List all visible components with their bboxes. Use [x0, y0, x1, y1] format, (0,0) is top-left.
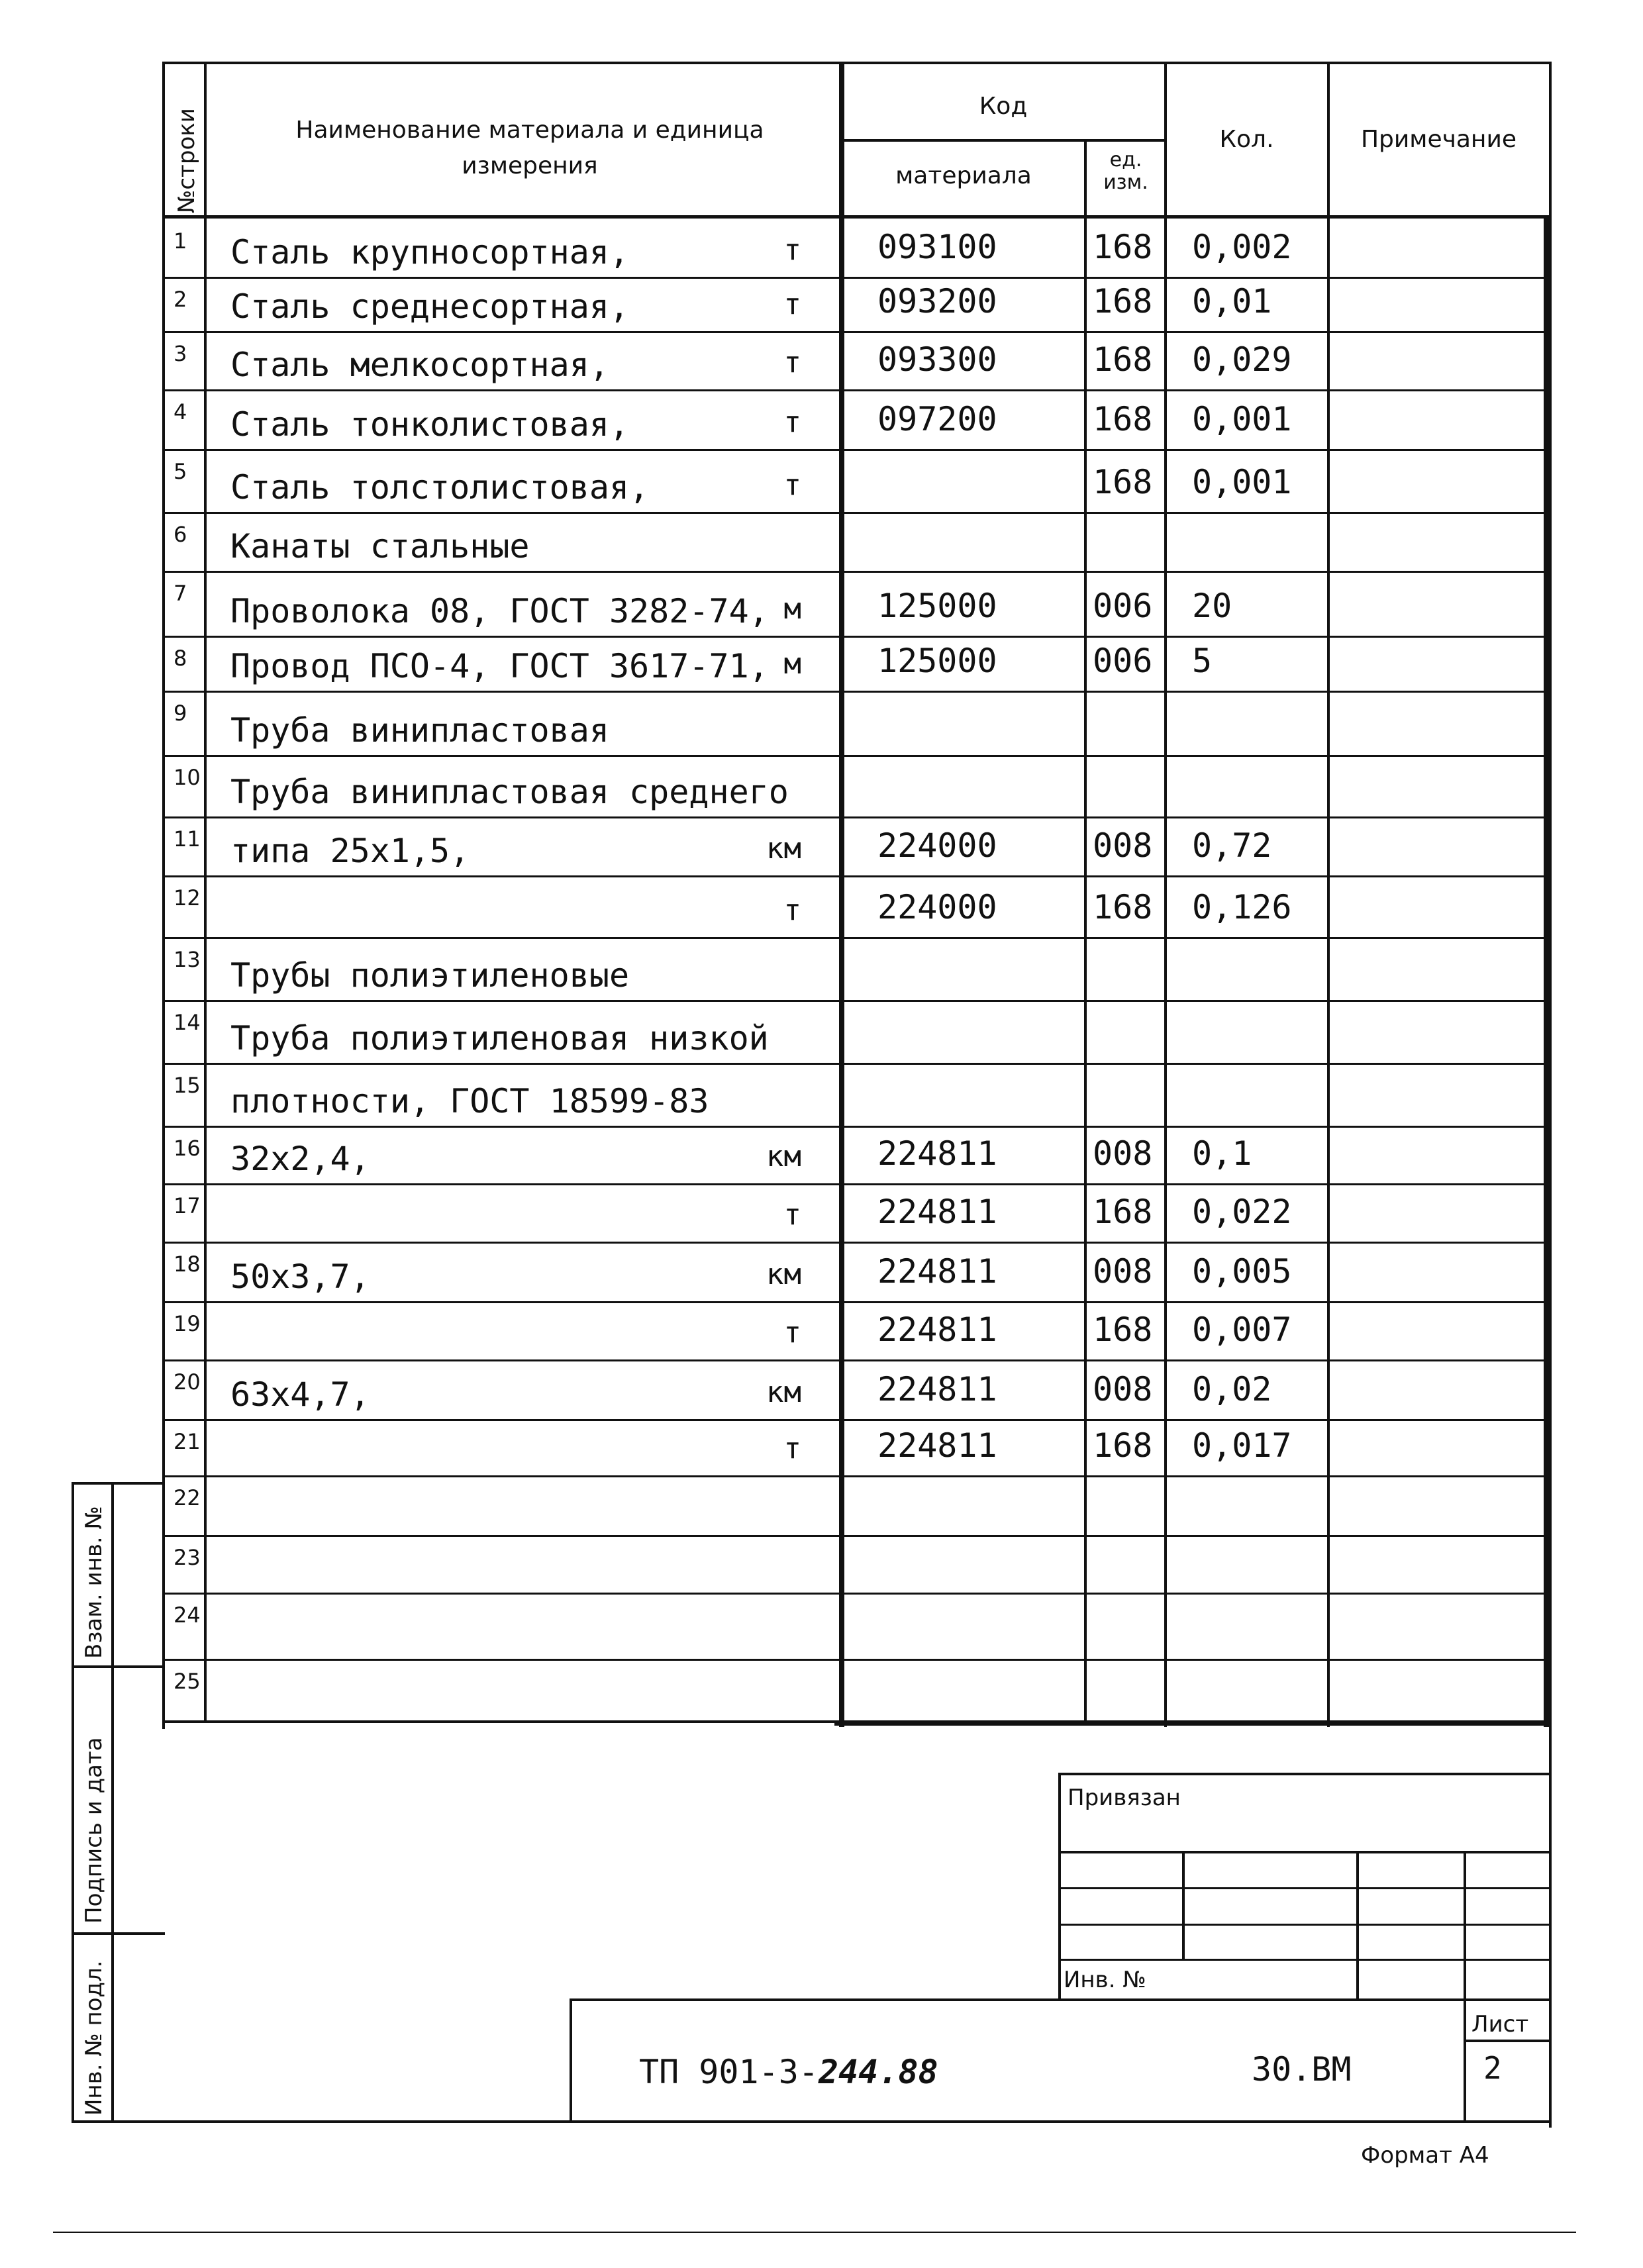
row-divider: [162, 755, 1550, 757]
material-code: 224000: [877, 888, 997, 926]
stamp-grid-v2: [1356, 1851, 1359, 2001]
stamp-grid-v3: [1464, 1851, 1466, 2122]
document-code-prefix: ТП 901-3-: [639, 2053, 819, 2091]
row-divider: [162, 1183, 1550, 1185]
material-code: 224811: [877, 1134, 997, 1173]
material-code: 097200: [877, 400, 997, 438]
row-divider: [162, 1063, 1550, 1065]
quantity: 0,02: [1192, 1370, 1272, 1408]
row-number: 11: [174, 826, 201, 852]
row-divider: [162, 277, 1550, 279]
quantity: 0,007: [1192, 1310, 1292, 1349]
unit-code: 168: [1093, 228, 1153, 266]
unit-name: км: [766, 1140, 801, 1173]
row-number: 22: [174, 1485, 201, 1510]
row-divider: [162, 1475, 1550, 1477]
unit-name: т: [783, 893, 801, 927]
material-name: Сталь мелкосортная,: [230, 346, 609, 384]
frame-top-line: [162, 62, 1550, 64]
material-code: 125000: [877, 587, 997, 625]
material-name: Сталь тонколистовая,: [230, 405, 630, 444]
side-stamp-div1-line: [72, 1665, 165, 1668]
unit-name: км: [766, 1257, 801, 1291]
unit-code: 168: [1093, 463, 1153, 501]
row-divider: [162, 1593, 1550, 1595]
stamp-grid-h1: [1058, 1851, 1550, 1853]
row-number: 25: [174, 1669, 201, 1694]
table-thick-bottom-line: [834, 1720, 1549, 1726]
row-number: 19: [174, 1311, 201, 1336]
title-block-sheet-line: [1464, 2040, 1550, 2042]
stamp-grid-h4: [1058, 1959, 1550, 1961]
side-stamp-mid-line: [111, 1482, 114, 2123]
frame-left-line: [162, 62, 165, 1729]
unit-name: м: [783, 592, 801, 626]
unit-name: т: [783, 287, 801, 321]
row-divider: [162, 875, 1550, 877]
row-number: 23: [174, 1545, 201, 1570]
sheet-number: 2: [1483, 2050, 1502, 2086]
stamp-privyazan-top-line: [1058, 1773, 1550, 1775]
unit-name: м: [783, 647, 801, 681]
material-code: 224000: [877, 826, 997, 865]
material-name: типа 25х1,5,: [230, 832, 470, 870]
document-suffix: 30.ВМ: [1252, 2050, 1352, 2089]
side-vzam-label: Взам. инв. №: [81, 1506, 107, 1659]
material-name: Сталь среднесортная,: [230, 287, 630, 326]
unit-name: км: [766, 1375, 801, 1409]
header-bottom-line: [162, 215, 1550, 219]
material-name: Проволока 08, ГОСТ 3282-74,: [230, 592, 769, 630]
material-code: 224811: [877, 1310, 997, 1349]
row-divider: [162, 1301, 1550, 1303]
row-divider: [162, 636, 1550, 638]
quantity: 0,029: [1192, 340, 1292, 379]
header-code-split-line: [839, 139, 1167, 142]
side-podpis-label: Подпись и дата: [81, 1737, 107, 1924]
frame-right-line: [1549, 62, 1552, 2128]
document-code: [639, 2053, 938, 2091]
unit-code: 168: [1093, 888, 1153, 926]
unit-code: 168: [1093, 1426, 1153, 1465]
unit-code: 168: [1093, 1310, 1153, 1349]
row-number: 24: [174, 1602, 201, 1628]
title-block-top-line: [570, 1998, 1550, 2001]
row-number: 10: [174, 765, 201, 790]
side-stamp-left-line: [72, 1482, 74, 2123]
row-number: 4: [174, 399, 187, 424]
quantity: 0,1: [1192, 1134, 1252, 1173]
unit-name: т: [783, 233, 801, 267]
row-number: 17: [174, 1193, 201, 1218]
material-name: Труба винипластовая среднего: [230, 773, 789, 811]
unit-name: т: [783, 346, 801, 379]
row-number: 14: [174, 1010, 201, 1035]
row-number: 8: [174, 646, 187, 671]
row-divider: [162, 1000, 1550, 1002]
header-code-unit: ед. изм.: [1103, 148, 1148, 194]
format-label: Формат А4: [1361, 2142, 1489, 2169]
quantity: 0,01: [1192, 282, 1272, 320]
row-divider: [162, 571, 1550, 573]
material-name: 50х3,7,: [230, 1257, 370, 1296]
unit-name: т: [783, 1198, 801, 1232]
row-number: 2: [174, 287, 187, 312]
material-name: Труба винипластовая: [230, 711, 609, 750]
unit-name: т: [783, 1432, 801, 1465]
quantity: 5: [1192, 642, 1213, 680]
row-number: 16: [174, 1136, 201, 1161]
row-divider: [162, 1659, 1550, 1661]
row-number: 9: [174, 701, 187, 726]
row-number: 15: [174, 1073, 201, 1098]
unit-code: 008: [1093, 826, 1153, 865]
material-name: Сталь толстолистовая,: [230, 468, 650, 507]
quantity: 0,022: [1192, 1193, 1292, 1231]
row-number: 21: [174, 1429, 201, 1454]
header-code: Код: [979, 93, 1028, 120]
header-name: Наименование материала и единица измерения: [295, 117, 764, 179]
unit-code: 168: [1093, 1193, 1153, 1231]
unit-name: т: [783, 405, 801, 439]
quantity: 0,001: [1192, 400, 1292, 438]
material-name: Сталь крупносортная,: [230, 233, 630, 271]
material-name: плотности, ГОСТ 18599-83: [230, 1082, 709, 1120]
stamp-grid-h2: [1058, 1887, 1550, 1889]
quantity: 0,126: [1192, 888, 1292, 926]
stamp-privyazan-label: Привязан: [1068, 1785, 1181, 1811]
header-col3-line: [1084, 139, 1087, 1725]
material-code: 093300: [877, 340, 997, 379]
table-bottom-left-line: [162, 1720, 838, 1723]
material-code: 125000: [877, 642, 997, 680]
header-qty: Кол.: [1219, 126, 1274, 153]
material-code: 093100: [877, 228, 997, 266]
unit-code: 008: [1093, 1370, 1153, 1408]
row-number: 3: [174, 341, 187, 366]
unit-name: км: [766, 832, 801, 865]
page-cut-line: [53, 2232, 1576, 2233]
side-stamp-div2-line: [72, 1932, 165, 1935]
table-thick-right-line: [1544, 215, 1549, 1727]
title-block-left-line: [570, 1998, 572, 2123]
side-inv-podl-label: Инв. № подл.: [81, 1960, 107, 2116]
header-note: Примечание: [1360, 126, 1517, 153]
unit-code: 168: [1093, 282, 1153, 320]
material-code: 224811: [877, 1193, 997, 1231]
row-divider: [162, 937, 1550, 939]
material-code: 224811: [877, 1426, 997, 1465]
row-divider: [162, 389, 1550, 391]
sheet-label: Лист: [1471, 2011, 1529, 2038]
material-code: 224811: [877, 1252, 997, 1291]
unit-code: 006: [1093, 587, 1153, 625]
header-code-material: материала: [895, 162, 1032, 189]
unit-code: 008: [1093, 1252, 1153, 1291]
quantity: 0,72: [1192, 826, 1272, 865]
unit-code: 168: [1093, 340, 1153, 379]
material-name: Труба полиэтиленовая низкой: [230, 1019, 769, 1058]
stamp-grid-h3: [1058, 1924, 1550, 1926]
quantity: 0,002: [1192, 228, 1292, 266]
row-divider: [162, 449, 1550, 451]
header-col1-line: [204, 62, 207, 1720]
frame-bottom-line: [72, 2120, 1552, 2123]
row-number: 12: [174, 885, 201, 911]
row-number: 13: [174, 947, 201, 972]
row-number: 18: [174, 1252, 201, 1277]
quantity: 0,001: [1192, 463, 1292, 501]
row-divider: [162, 331, 1550, 333]
material-name: Канаты стальные: [230, 527, 530, 566]
unit-code: 006: [1093, 642, 1153, 680]
row-divider: [162, 816, 1550, 818]
material-name: 63х4,7,: [230, 1375, 370, 1414]
row-divider: [162, 1359, 1550, 1361]
row-number: 20: [174, 1369, 201, 1395]
row-divider: [162, 1419, 1550, 1421]
row-divider: [162, 1535, 1550, 1537]
material-name: Провод ПСО-4, ГОСТ 3617-71,: [230, 647, 769, 685]
row-number: 7: [174, 581, 187, 606]
row-number: 1: [174, 228, 187, 254]
quantity: 0,005: [1192, 1252, 1292, 1291]
unit-code: 008: [1093, 1134, 1153, 1173]
row-divider: [162, 1242, 1550, 1244]
row-number: 6: [174, 522, 187, 547]
header-row-number: №строки: [174, 108, 200, 213]
row-divider: [162, 1126, 1550, 1128]
unit-code: 168: [1093, 400, 1153, 438]
stamp-inv-no-label: Инв. №: [1064, 1967, 1146, 1993]
material-name: Трубы полиэтиленовые: [230, 956, 630, 995]
row-number: 5: [174, 459, 187, 484]
row-divider: [162, 512, 1550, 514]
material-code: 224811: [877, 1370, 997, 1408]
quantity: 20: [1192, 587, 1232, 625]
unit-name: т: [783, 468, 801, 502]
side-stamp-top-line: [72, 1482, 165, 1485]
unit-name: т: [783, 1316, 801, 1350]
stamp-grid-v1: [1182, 1851, 1185, 1960]
document-code-handwritten: 244.88: [818, 2053, 938, 2091]
material-name: 32х2,4,: [230, 1140, 370, 1178]
material-code: 093200: [877, 282, 997, 320]
row-divider: [162, 691, 1550, 693]
quantity: 0,017: [1192, 1426, 1292, 1465]
